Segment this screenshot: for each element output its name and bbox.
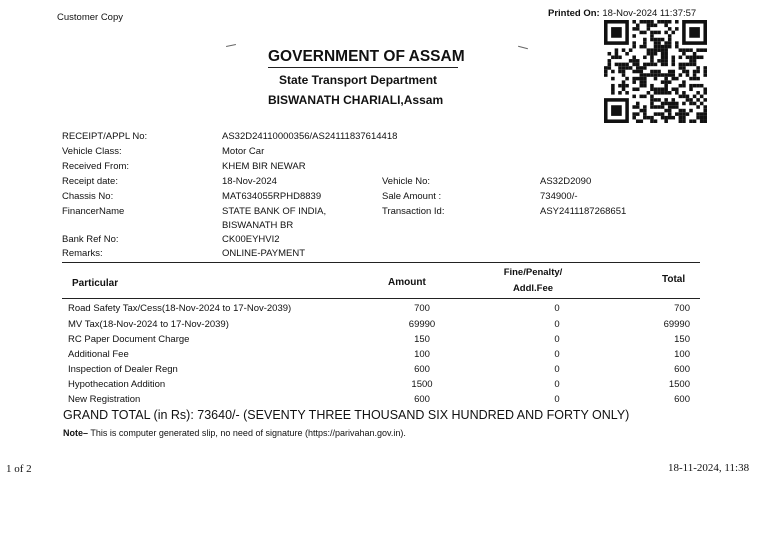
row-fine: 0	[554, 349, 560, 360]
row-fine: 0	[554, 303, 560, 314]
vehicle-class-value: Motor Car	[222, 146, 265, 157]
note-label: Note–	[63, 428, 89, 438]
row-amount: 150	[414, 334, 430, 345]
department-name: State Transport Department	[279, 73, 438, 87]
col-particular: Particular	[72, 278, 119, 289]
row-total: 600	[674, 364, 690, 375]
row-amount: 600	[414, 394, 430, 405]
row-amount: 700	[414, 303, 430, 314]
row-fine: 0	[554, 379, 560, 390]
page-number: 1 of 2	[6, 463, 32, 475]
printed-on	[548, 8, 696, 19]
row-total: 600	[674, 394, 690, 405]
col-amount: Amount	[388, 277, 426, 288]
financer-value-line2: BISWANATH BR	[222, 220, 294, 231]
vehicle-no-value: AS32D2090	[540, 176, 592, 187]
receipt-date-value: 18-Nov-2024	[222, 176, 277, 187]
row-particular: Hypothecation Addition	[68, 379, 166, 390]
receipt-value: AS32D24110000356/AS24111837614418	[222, 131, 398, 142]
row-total: 700	[674, 303, 690, 314]
row-fine: 0	[554, 319, 560, 330]
transaction-value: ASY2411187268651	[540, 206, 627, 217]
row-amount: 1500	[411, 379, 433, 390]
col-fine-line1: Fine/Penalty/	[503, 267, 563, 278]
row-total: 69990	[663, 319, 690, 330]
gov-title: GOVERNMENT OF ASSAM	[268, 48, 465, 65]
scan-mark	[518, 46, 528, 49]
qr-code	[604, 20, 707, 123]
row-particular: RC Paper Document Charge	[68, 334, 190, 345]
row-particular: MV Tax(18-Nov-2024 to 17-Nov-2039)	[68, 319, 229, 330]
receipt-label: RECEIPT/APPL No:	[62, 131, 148, 142]
received-from-value: KHEM BIR NEWAR	[222, 161, 306, 172]
row-particular: New Registration	[68, 394, 141, 405]
table-top-rule	[62, 262, 700, 263]
received-from-label: Received From:	[62, 161, 130, 172]
customer-copy-label: Customer Copy	[57, 12, 123, 23]
title-underline	[268, 67, 458, 68]
sale-amount-label: Sale Amount :	[382, 191, 442, 202]
chassis-value: MAT634055RPHD8839	[222, 191, 322, 202]
row-total: 1500	[668, 379, 690, 390]
remarks-value: ONLINE-PAYMENT	[222, 248, 306, 259]
col-fine-line2: Addl.Fee	[512, 283, 554, 294]
bank-ref-label: Bank Ref No:	[62, 234, 119, 245]
row-total: 150	[674, 334, 690, 345]
financer-value-line1: STATE BANK OF INDIA,	[222, 206, 327, 217]
row-amount: 100	[414, 349, 430, 360]
print-datetime: 18-11-2024, 11:38	[668, 462, 750, 474]
row-fine: 0	[554, 394, 560, 405]
row-particular: Road Safety Tax/Cess(18-Nov-2024 to 17-Nov-2039)	[68, 303, 292, 314]
row-fine: 0	[554, 364, 560, 375]
scan-mark	[226, 44, 236, 47]
row-total: 100	[674, 349, 690, 360]
remarks-label: Remarks:	[62, 248, 103, 259]
office-name: BISWANATH CHARIALI,Assam	[268, 93, 444, 107]
row-fine: 0	[554, 334, 560, 345]
bank-ref-value: CK00EYHVI2	[222, 234, 280, 245]
transaction-label: Transaction Id:	[382, 206, 445, 217]
note-text: This is computer generated slip, no need of signature (https://parivahan.gov.in).	[88, 428, 406, 438]
receipt-date-label: Receipt date:	[62, 176, 118, 187]
table-header-rule	[62, 298, 700, 299]
row-amount: 69990	[408, 319, 436, 330]
sale-amount-value: 734900/-	[540, 191, 578, 202]
printed-on-value: 18-Nov-2024 11:37:57	[602, 8, 697, 19]
grand-total: GRAND TOTAL (in Rs): 73640/- (SEVENTY THREE THOUSAND SIX HUNDRED AND FORTY ONLY)	[63, 408, 630, 422]
vehicle-class-label: Vehicle Class:	[62, 146, 122, 157]
printed-on-label: Printed On:	[548, 8, 600, 19]
chassis-label: Chassis No:	[62, 191, 114, 202]
note	[63, 428, 406, 438]
row-amount: 600	[414, 364, 430, 375]
row-particular: Additional Fee	[68, 349, 129, 360]
row-particular: Inspection of Dealer Regn	[68, 364, 178, 375]
col-total: Total	[662, 274, 686, 285]
vehicle-no-label: Vehicle No:	[382, 176, 431, 187]
financer-label: FinancerName	[62, 206, 125, 217]
